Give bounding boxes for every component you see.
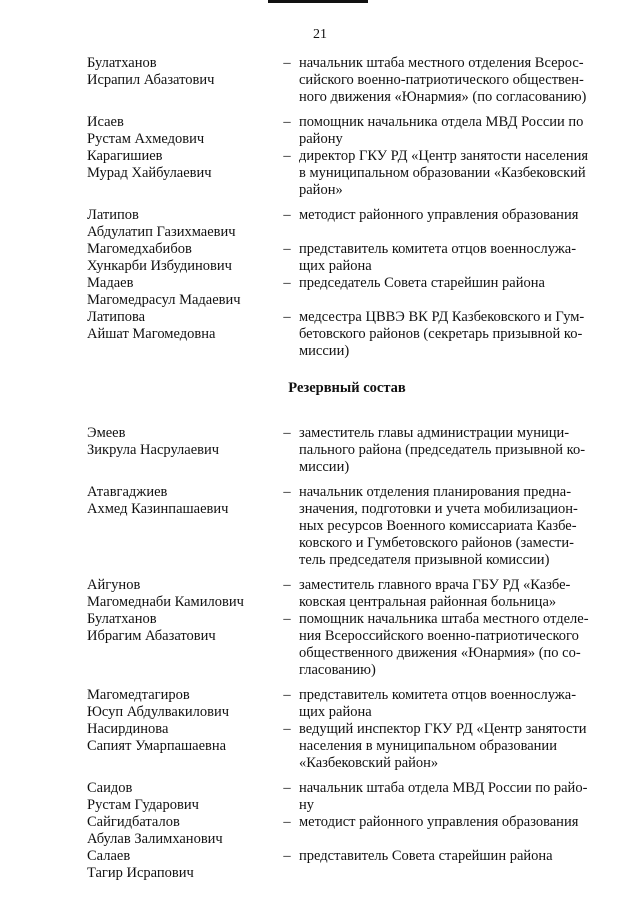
member-position: представитель Совета старейшин района: [299, 848, 553, 864]
dash: –: [283, 721, 291, 737]
member-entry: [87, 611, 607, 679]
member-entry: [87, 484, 607, 569]
dash: –: [283, 611, 291, 627]
member-entry: [87, 848, 607, 882]
dash: –: [283, 148, 291, 164]
member-name: Булатханов Ибрагим Абазатович: [87, 611, 216, 644]
dash: –: [283, 577, 291, 593]
member-position: ведущий инспектор ГКУ РД «Центр занятости населения в муниципальном образовании «Казбековский район»: [299, 721, 587, 771]
member-position: помощник начальника штаба местного отделе- ния Всероссийского военно-патриотического общественного движения «Юнармия» (по со- гласованию): [299, 611, 589, 678]
member-position: председатель Совета старейшин района: [299, 275, 545, 291]
member-entry: [87, 309, 607, 360]
member-name: Эмеев Зикрула Насрулаевич: [87, 425, 220, 458]
commission-list: [87, 55, 607, 882]
member-entry: [87, 780, 607, 814]
member-position: представитель комитета отцов военнослужа- щих района: [299, 241, 577, 274]
member-position: методист районного управления образования: [299, 814, 579, 830]
member-name: Магомедтагиров Юсуп Абдулвакилович: [87, 687, 230, 720]
member-name: Мадаев Магомедрасул Мадаевич: [87, 275, 241, 308]
dash: –: [283, 241, 291, 257]
member-name: Айгунов Магомеднаби Камилович: [87, 577, 244, 610]
member-name: Латипов Абдулатип Газихмаевич: [87, 207, 236, 240]
member-position: заместитель главы администрации муници- пального района (председатель призывной ко- миссии): [299, 425, 586, 475]
top-edge-mark: [268, 0, 368, 3]
member-position: заместитель главного врача ГБУ РД «Казбе- ковская центральная районная больница»: [299, 577, 571, 610]
main-members: [87, 55, 607, 360]
dash: –: [283, 848, 291, 864]
member-name: Булатханов Исрапил Абазатович: [87, 55, 215, 88]
member-position: методист районного управления образования: [299, 207, 579, 223]
member-entry: [87, 577, 607, 611]
member-position: представитель комитета отцов военнослужа- щих района: [299, 687, 577, 720]
reserve-members: [87, 425, 607, 882]
dash: –: [283, 687, 291, 703]
member-entry: [87, 425, 607, 476]
member-name: Саидов Рустам Гударович: [87, 780, 199, 813]
member-entry: [87, 275, 607, 309]
dash: –: [283, 114, 291, 130]
member-name: Исаев Рустам Ахмедович: [87, 114, 205, 147]
dash: –: [283, 814, 291, 830]
dash: –: [283, 275, 291, 291]
member-name: Латипова Айшат Магомедовна: [87, 309, 216, 342]
member-position: помощник начальника отдела МВД России по району: [299, 114, 584, 147]
dash: –: [283, 484, 291, 500]
member-name: Насирдинова Сапият Умарпашаевна: [87, 721, 227, 754]
member-entry: [87, 814, 607, 848]
member-position: начальник штаба местного отделения Всерос- сийского военно-патриотического обществен- ного движения «Юнармия» (по согласованию): [299, 55, 587, 105]
dash: –: [283, 780, 291, 796]
page-number: 21: [313, 27, 327, 42]
member-name: Сайгидбаталов Абулав Залимханович: [87, 814, 223, 847]
member-position: директор ГКУ РД «Центр занятости населения в муниципальном образовании «Казбековский район»: [299, 148, 589, 198]
member-entry: [87, 207, 607, 241]
member-position: начальник штаба отдела МВД России по райо- ну: [299, 780, 588, 813]
member-position: медсестра ЦВВЭ ВК РД Казбековского и Гум- бетовского районов (секретарь призывной ко- миссии): [299, 309, 585, 359]
member-entry: [87, 241, 607, 275]
dash: –: [283, 425, 291, 441]
member-entry: [87, 721, 607, 772]
member-entry: [87, 148, 607, 199]
dash: –: [283, 309, 291, 325]
reserve-section-title: Резервный состав: [288, 380, 406, 396]
member-entry: [87, 687, 607, 721]
dash: –: [283, 55, 291, 71]
member-name: Магомедхабибов Хункарби Избудинович: [87, 241, 232, 274]
member-entry: [87, 55, 607, 106]
dash: –: [283, 207, 291, 223]
member-name: Атавгаджиев Ахмед Казинпашаевич: [87, 484, 229, 517]
member-position: начальник отделения планирования предна- значения, подготовки и учета мобилизацион- ных ресурсов Военного комиссариата Казбе- ковского и Гумбетовского районов (замести- тель председателя призывной комиссии): [299, 484, 578, 568]
member-name: Карагишиев Мурад Хайбулаевич: [87, 148, 212, 181]
member-name: Салаев Тагир Исрапович: [87, 848, 194, 881]
member-entry: [87, 114, 607, 148]
